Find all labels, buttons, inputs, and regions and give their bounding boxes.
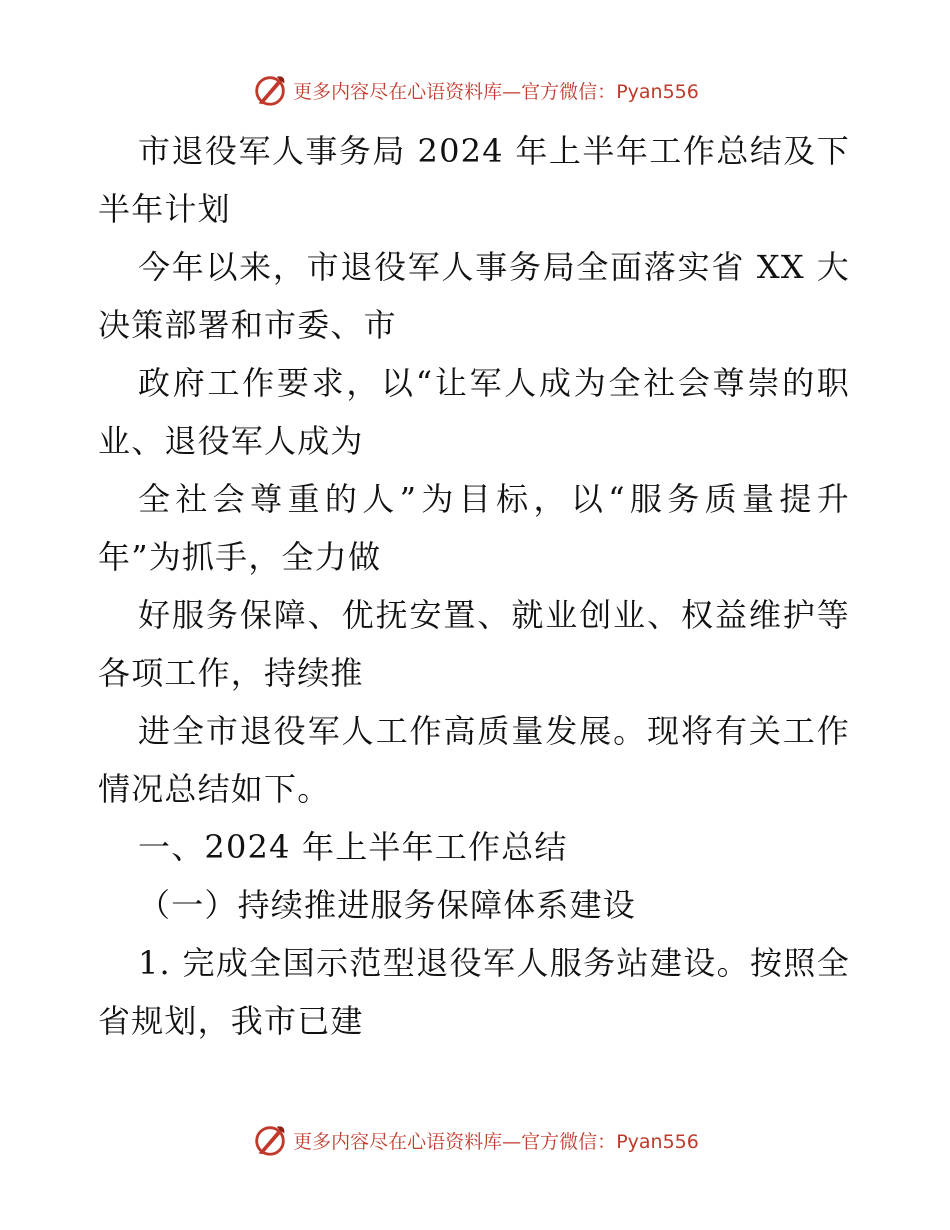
banner-wechat-label: 官方微信：: [521, 1130, 617, 1153]
banner-wechat-id: Pyan556: [616, 1130, 699, 1153]
footer-watermark-banner: [0, 1118, 950, 1162]
quill-logo-icon: [251, 1121, 289, 1159]
banner-wechat-label: 官方微信：: [521, 80, 617, 103]
banner-separator: —: [502, 80, 522, 103]
banner-wechat-id: Pyan556: [616, 80, 699, 103]
body-paragraph: 1. 完成全国示范型退役军人服务站建设。按照全省规划，我市已建: [98, 944, 850, 1040]
header-watermark-banner: [0, 68, 950, 112]
banner-main-text: 更多内容尽在心语资料库: [293, 80, 503, 103]
banner-text: [293, 77, 699, 104]
quill-logo-icon: [251, 71, 289, 109]
body-paragraph: 好服务保障、优抚安置、就业创业、权益维护等各项工作，持续推: [98, 596, 850, 692]
body-paragraph: 进全市退役军人工作高质量发展。现将有关工作情况总结如下。: [98, 712, 850, 808]
body-paragraph: 政府工作要求，以“让军人成为全社会尊崇的职业、退役军人成为: [98, 364, 850, 460]
subsection-heading: （一）持续推进服务保障体系建设: [138, 886, 637, 924]
banner-separator: —: [502, 1130, 522, 1153]
banner-text: [293, 1127, 699, 1154]
body-paragraph: 今年以来，市退役军人事务局全面落实省 XX 大决策部署和市委、市: [98, 248, 850, 344]
banner-main-text: 更多内容尽在心语资料库: [293, 1130, 503, 1153]
document-title: 市退役军人事务局 2024 年上半年工作总结及下半年计划: [98, 132, 850, 228]
document-body: [98, 122, 850, 1050]
body-paragraph: 全社会尊重的人”为目标，以“服务质量提升年”为抓手，全力做: [98, 480, 850, 576]
section-heading: 一、2024 年上半年工作总结: [138, 828, 568, 866]
